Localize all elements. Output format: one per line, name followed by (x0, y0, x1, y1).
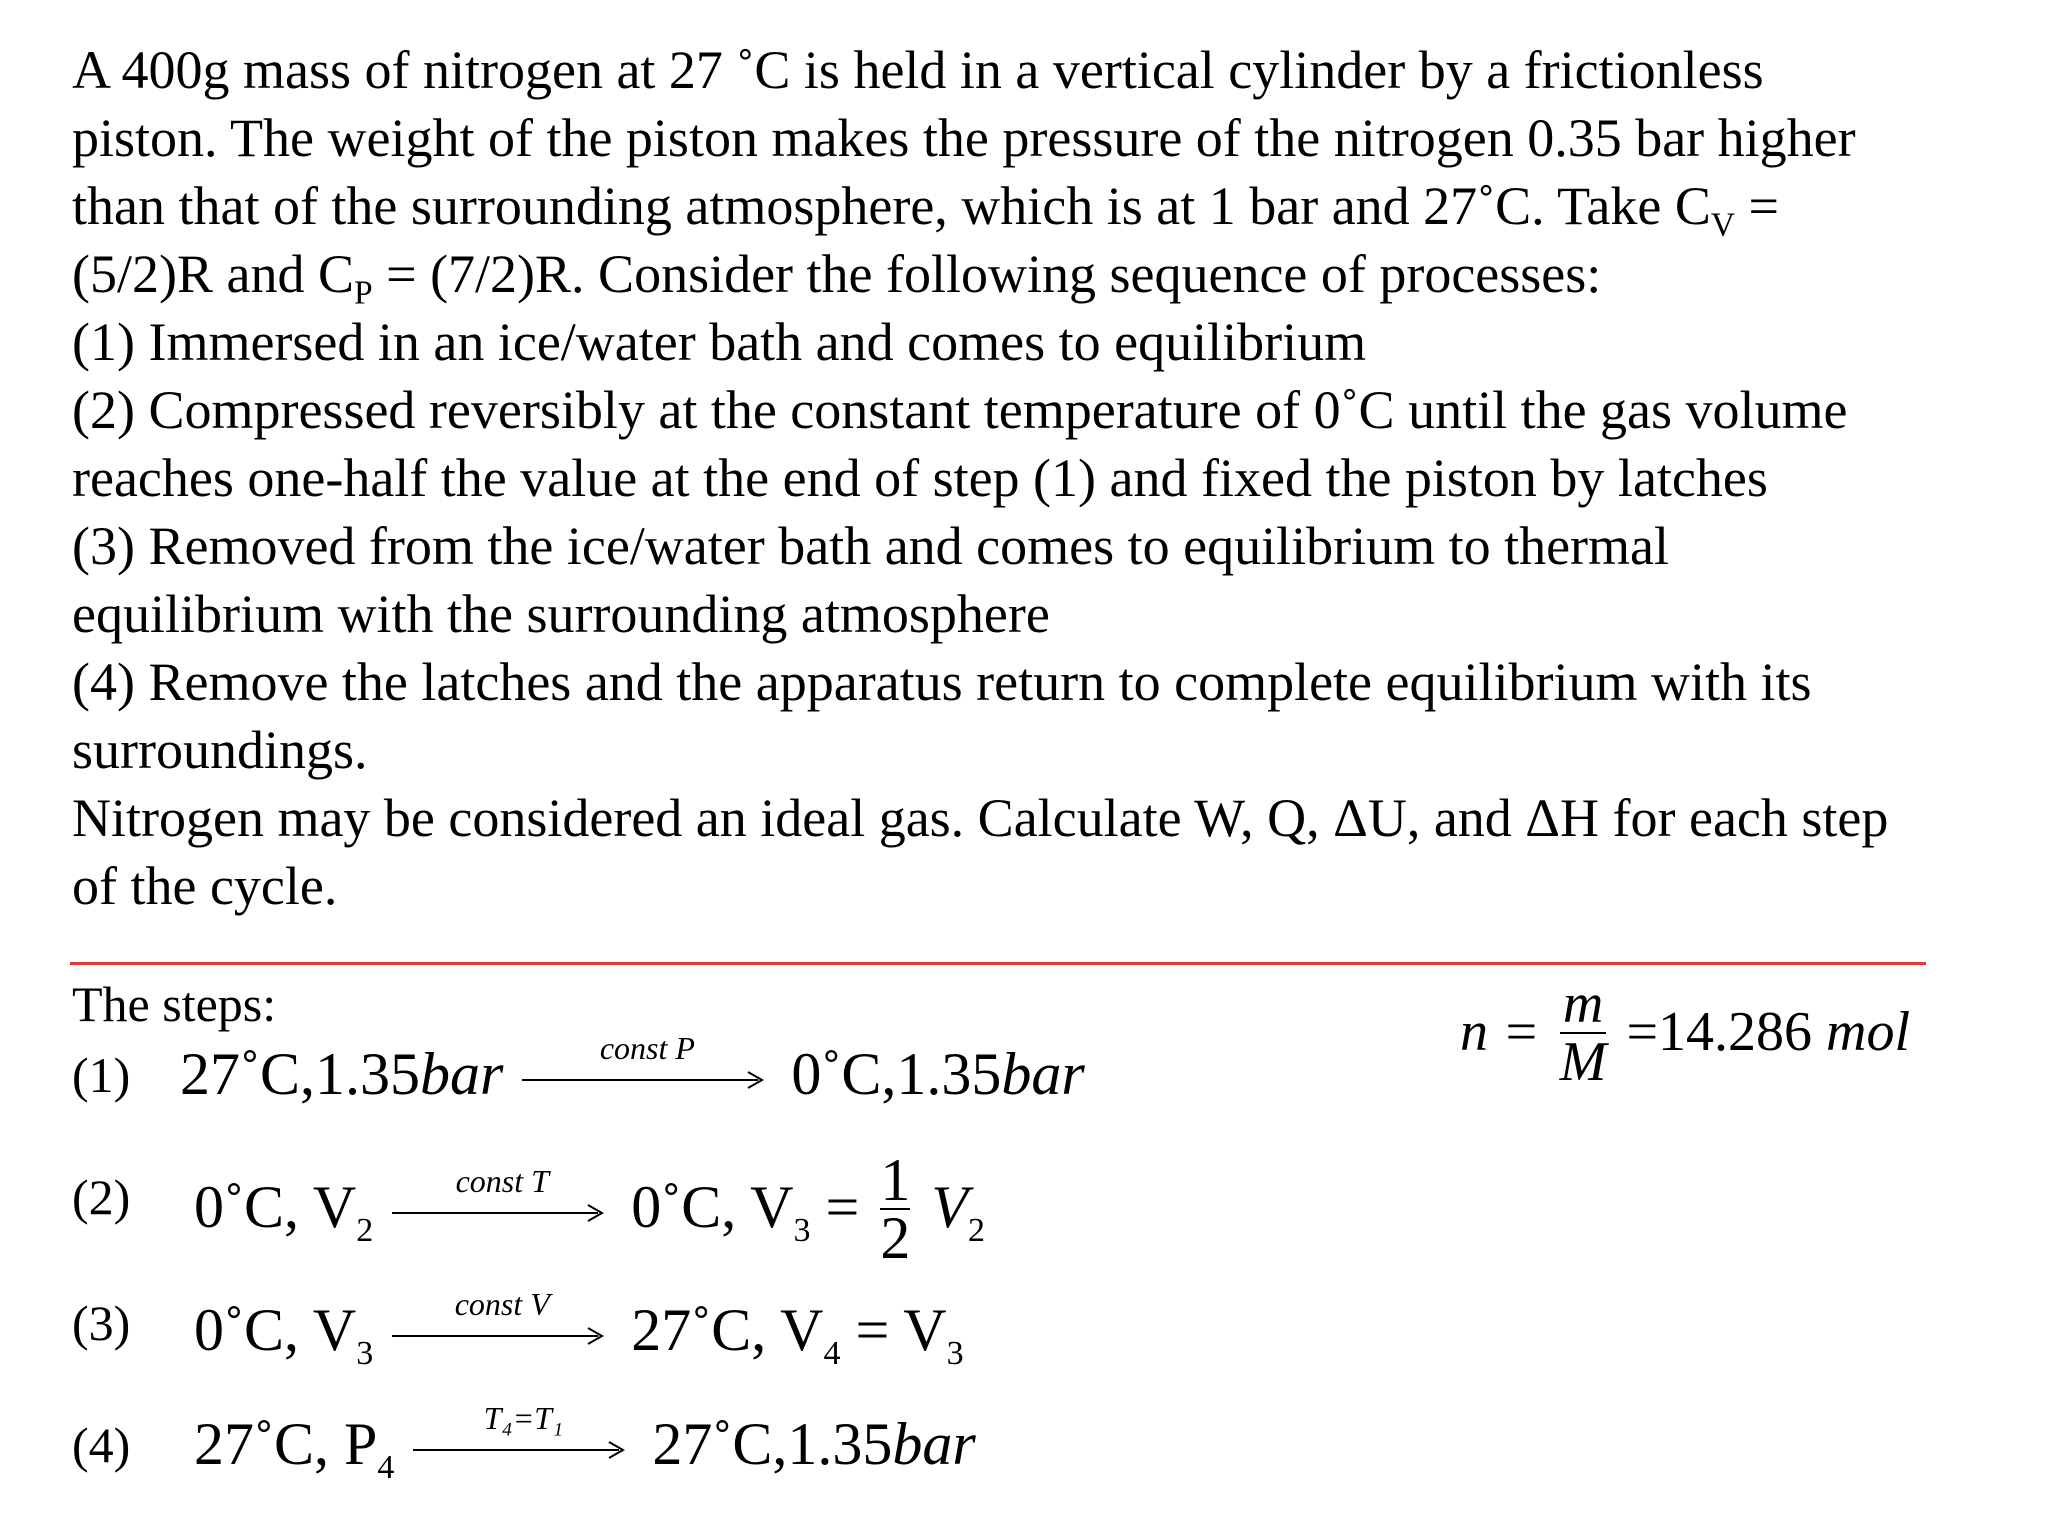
problem-line: (3) Removed from the ice/water bath and comes to equilibrium to thermal (72, 516, 1670, 576)
fraction-denominator: 2 (880, 1205, 911, 1271)
cp-subscript: P (353, 274, 373, 312)
steps-title: The steps: (72, 976, 277, 1032)
fraction-numerator: 1 (880, 1147, 911, 1213)
problem-line: reaches one-half the value at the end of step (1) and fixed the piston by latches (72, 448, 1768, 508)
problem-line: (1) Immersed in an ice/water bath and comes to equilibrium (72, 312, 1367, 372)
step-number: (1) (72, 1047, 131, 1103)
problem-line-text: (5/2)R and C (72, 244, 354, 304)
problem-line: equilibrium with the surrounding atmosphere (72, 584, 1050, 644)
step-to: 0˚C, $V_3$ (631, 1173, 811, 1249)
step-arrow (392, 1163, 612, 1223)
step-expression (194, 1400, 976, 1486)
step-to: 27˚C,1.35bar (652, 1411, 976, 1477)
arrow-icon (392, 1326, 612, 1346)
step-to: 0˚C,1.35bar (791, 1041, 1085, 1107)
arrow-icon (522, 1070, 772, 1090)
arrow-label: const T (455, 1163, 549, 1199)
problem-statement (72, 36, 2022, 920)
step-expression (180, 1030, 1085, 1109)
step-fraction (880, 1147, 911, 1271)
arrow-label: T₄=T₁ (483, 1400, 564, 1437)
problem-line: A 400g mass of nitrogen at 27 ˚C is held in a vertical cylinder by a frictionless (72, 40, 1764, 100)
step-expression (194, 1147, 985, 1271)
formula-fraction (1559, 973, 1607, 1093)
step-number: (2) (72, 1169, 131, 1225)
arrow-label: const V (454, 1286, 550, 1323)
step-after: $V_2$ (931, 1173, 985, 1249)
formula-denominator: M (1559, 1031, 1607, 1093)
problem-line-text: = (1735, 176, 1779, 236)
formula-lhs: n = (1460, 1000, 1540, 1063)
problem-line: (4) Remove the latches and the apparatus return to complete equilibrium with its (72, 652, 1812, 712)
step-from: 27˚C, $P_4$ (194, 1411, 395, 1486)
problem-line: piston. The weight of the piston makes the pressure of the nitrogen 0.35 bar higher (72, 108, 1856, 168)
problem-line: of the cycle. (72, 856, 338, 916)
problem-line: Nitrogen may be considered an ideal gas. Calculate W, Q, ΔU, and ΔH for each step (72, 788, 1889, 848)
problem-line-text: = (7/2)R. Consider the following sequence of processes: (372, 244, 1602, 304)
step-number: (4) (72, 1417, 131, 1473)
step-arrow (413, 1400, 633, 1460)
problem-line: surroundings. (72, 720, 368, 780)
arrow-icon (392, 1203, 612, 1223)
arrow-icon (413, 1440, 633, 1460)
step-from: 27˚C,1.35bar (180, 1041, 504, 1107)
step-equals: = $V_3$ (855, 1297, 964, 1372)
step-from: 0˚C, $V_3$ (194, 1297, 374, 1372)
formula-unit: mol (1826, 1000, 1911, 1063)
arrow-label: const P (599, 1030, 695, 1067)
step-arrow (522, 1030, 772, 1090)
problem-line-text: than that of the surrounding atmosphere, which is at 1 bar and 27˚C. Take C (72, 176, 1711, 236)
moles-formula (1460, 973, 1911, 1094)
cv-subscript: V (1710, 206, 1736, 244)
step-equals: = (825, 1173, 860, 1240)
problem-line (72, 172, 2022, 244)
step-from: 0˚C, $V_2$ (194, 1173, 374, 1249)
problem-line: (2) Compressed reversibly at the constant temperature of 0˚C until the gas volume (72, 380, 1848, 440)
step-number: (3) (72, 1295, 131, 1351)
formula-result: =14.286 (1626, 1000, 1813, 1063)
separator-line (70, 962, 1926, 965)
step-expression (194, 1286, 964, 1372)
step-to: 27˚C, $V_4$ (631, 1297, 841, 1372)
problem-line (72, 240, 2022, 312)
step-arrow (392, 1286, 612, 1346)
formula-numerator: m (1562, 973, 1604, 1035)
